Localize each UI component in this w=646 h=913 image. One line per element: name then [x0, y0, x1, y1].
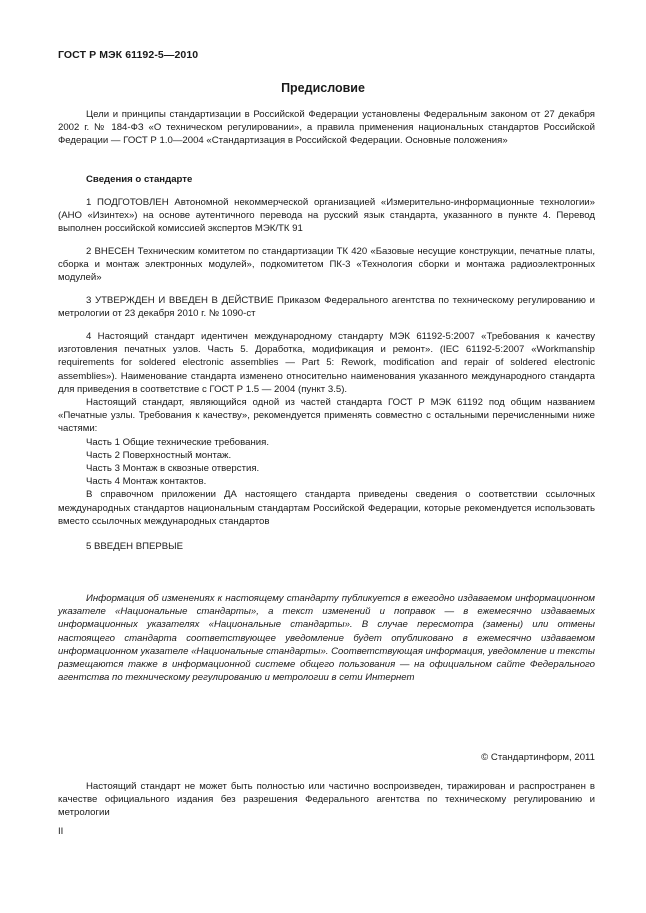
reproduction-paragraph: Настоящий стандарт не может быть полностью или частично воспроизведен, тиражирован и распространен в качестве официального издания без разрешения Федерального агентства по техническому регулированию и метрологии: [58, 781, 595, 819]
intro-paragraph: Цели и принципы стандартизации в Российской Федерации установлены Федеральным законом от 27 декабря 2002 г. № 184-ФЗ «О техническом регулировании», а правила применения национальных стандартов Российской Федерации — ГОСТ Р 1.0—2004 «Стандартизация в Российской Федерации. Основные положения»: [58, 109, 595, 147]
notice-paragraph: Информация об изменениях к настоящему стандарту публикуется в ежегодно издаваемом информационном указателе «Национальные стандарты», а текст изменений и поправок — в ежемесячно издаваемых информационных указателях «Национальные стандарты». В случае пересмотра (замены) или отмены настоящего стандарта соответствующее уведомление будет опубликовано в ежемесячно издаваемом информационном указателе «Национальные стандарты». Соответствующая информация, уведомление и тексты размещаются также в информационной системе общего пользования — на официальном сайте Федерального агентства по техническому регулированию и метрологии в сети Интернет: [58, 593, 595, 684]
info-heading-block: [58, 173, 595, 186]
intro-section: [58, 108, 595, 148]
item-first-block: [58, 540, 595, 553]
item-identical: 4 Настоящий стандарт идентичен международному стандарту МЭК 61192-5:2007 «Требования к качеству изготовления печатных узлов. Часть 5. Доработка, модификация и ремонт». (IEC 61192-5:2007 «Workmanship requirements for soldered electronic assemblies — Part 5: Rework, modification and repair of soldered electronic assemblies»). Наименование стандарта изменено относительно наименования указанного международного стандарта для приведения в соответствие с ГОСТ Р 1.5 — 2004 (пункт 3.5).: [58, 331, 595, 395]
notice-section: [58, 592, 595, 684]
part-1: Часть 1 Общие технические требования.: [86, 436, 269, 448]
part-2: Часть 2 Поверхностный монтаж.: [86, 449, 232, 461]
info-heading: Сведения о стандарте: [86, 174, 193, 185]
page-number: II: [58, 826, 64, 837]
part-3: Часть 3 Монтаж в сквозные отверстия.: [86, 463, 260, 475]
reproduction-section: [58, 780, 595, 820]
page-title: Предисловие: [281, 81, 365, 95]
item-identical-block: [58, 330, 595, 528]
item-introduced-block: [58, 245, 595, 285]
copyright-line: © Стандартинформ, 2011: [481, 752, 595, 763]
item-introduced: 2 ВНЕСЕН Техническим комитетом по стандартизации ТК 420 «Базовые несущие конструкции, печатные платы, сборка и монтаж электронных модулей», подкомитетом ПК-3 «Технология сборки и монтажа радиоэлектронных модулей»: [58, 246, 595, 284]
item-prepared: 1 ПОДГОТОВЛЕН Автономной некоммерческой организацией «Измерительно-информационные технологии» (АНО «Изинтех») на основе аутентичного перевода на русский язык стандарта, указанного в пункте 4. Перевод выполнен российской комиссией экспертов МЭК/ТК 91: [58, 197, 595, 235]
item-first: 5 ВВЕДЕН ВПЕРВЫЕ: [86, 541, 184, 552]
part-4: Часть 4 Монтаж контактов.: [86, 476, 207, 488]
standard-code-header: ГОСТ Р МЭК 61192-5—2010: [58, 49, 199, 61]
item-prepared-block: [58, 196, 595, 236]
item-annex: В справочном приложении ДА настоящего стандарта приведены сведения о соответствии ссылочных международных стандартов национальным стандартам Российской Федерации, которые рекомендуется использовать вместо ссылочных международных стандартов: [58, 489, 595, 527]
item-approved: 3 УТВЕРЖДЕН И ВВЕДЕН В ДЕЙСТВИЕ Приказом Федерального агентства по техническому регулированию и метрологии от 23 декабря 2010 г. № 1090-ст: [58, 295, 595, 320]
item-approved-block: [58, 294, 595, 320]
item-series: Настоящий стандарт, являющийся одной из частей стандарта ГОСТ Р МЭК 61192 под общим названием «Печатные узлы. Требования к качеству», рекомендуется применять совместно с остальными перечисленными ниже частями:: [58, 397, 595, 435]
